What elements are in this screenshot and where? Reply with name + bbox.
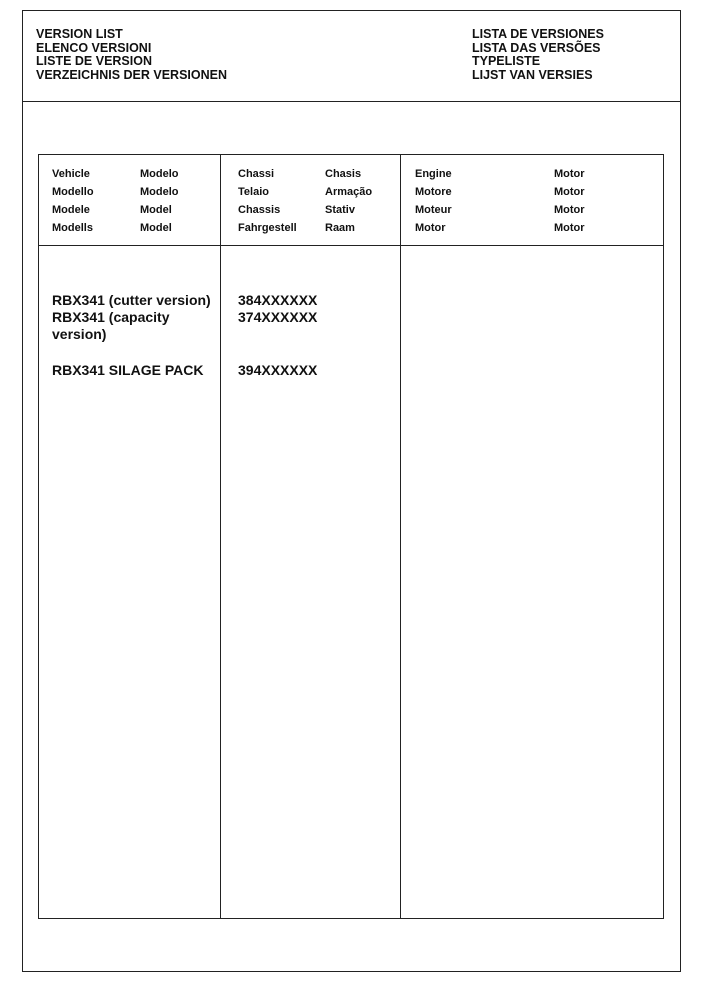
title-es: LISTA DE VERSIONES <box>472 27 604 41</box>
header-label: Model <box>140 204 172 216</box>
title-en: VERSION LIST <box>36 27 123 41</box>
chassis-number: 394XXXXXX <box>238 362 318 378</box>
header-label: Stativ <box>325 204 355 216</box>
vehicle-header-col2 <box>140 165 179 237</box>
header-label: Engine <box>415 168 452 180</box>
header-label: Chassi <box>238 168 275 180</box>
title-sv: TYPELISTE <box>472 54 541 68</box>
header-label: Armação <box>325 186 373 198</box>
header <box>23 11 680 102</box>
title-it: ELENCO VERSIONI <box>36 40 152 55</box>
header-label: Motor <box>415 222 446 234</box>
header-label: Chassis <box>238 204 281 216</box>
column-divider <box>400 155 401 918</box>
header-label: Modello <box>52 186 94 198</box>
header-label: Motor <box>554 222 585 234</box>
title-de: VERZEICHNIS DER VERSIONEN <box>36 67 228 82</box>
header-label: Modelo <box>140 168 179 180</box>
header-label: Telaio <box>238 186 269 198</box>
header-label: Modele <box>52 204 90 216</box>
title-nl: LIJST VAN VERSIES <box>472 67 593 82</box>
title-pt: LISTA DAS VERSÕES <box>472 40 601 55</box>
header-label: Motor <box>554 204 585 216</box>
header-label: Model <box>140 222 172 234</box>
vehicle-header-col1 <box>52 165 94 237</box>
model-name: RBX341 (cutter version) <box>52 292 211 308</box>
header-label: Motore <box>415 186 452 198</box>
header-titles-right <box>472 28 604 82</box>
header-label: Motor <box>554 168 585 180</box>
header-label: Chasis <box>325 168 362 180</box>
header-divider <box>39 245 663 246</box>
header-label: Modelo <box>140 186 179 198</box>
header-label: Moteur <box>415 204 452 216</box>
header-label: Vehicle <box>52 168 90 180</box>
header-label: Motor <box>554 186 585 198</box>
chassis-number: 374XXXXXX <box>238 309 318 325</box>
header-titles-left <box>36 28 227 82</box>
header-label: Raam <box>325 222 355 234</box>
model-name: RBX341 SILAGE PACK <box>52 362 204 378</box>
header-label: Modells <box>52 222 93 234</box>
column-divider <box>220 155 221 918</box>
header-label: Fahrgestell <box>238 222 297 234</box>
page-frame <box>22 10 681 972</box>
version-table <box>38 154 664 919</box>
title-fr: LISTE DE VERSION <box>36 54 152 68</box>
engine-header-col1 <box>415 165 452 237</box>
chassis-header-col1 <box>238 165 297 237</box>
chassis-number: 384XXXXXX <box>238 292 318 308</box>
engine-header-col2 <box>554 165 585 237</box>
chassis-header-col2 <box>325 165 372 237</box>
model-name: RBX341 (capacity version) <box>52 309 170 342</box>
